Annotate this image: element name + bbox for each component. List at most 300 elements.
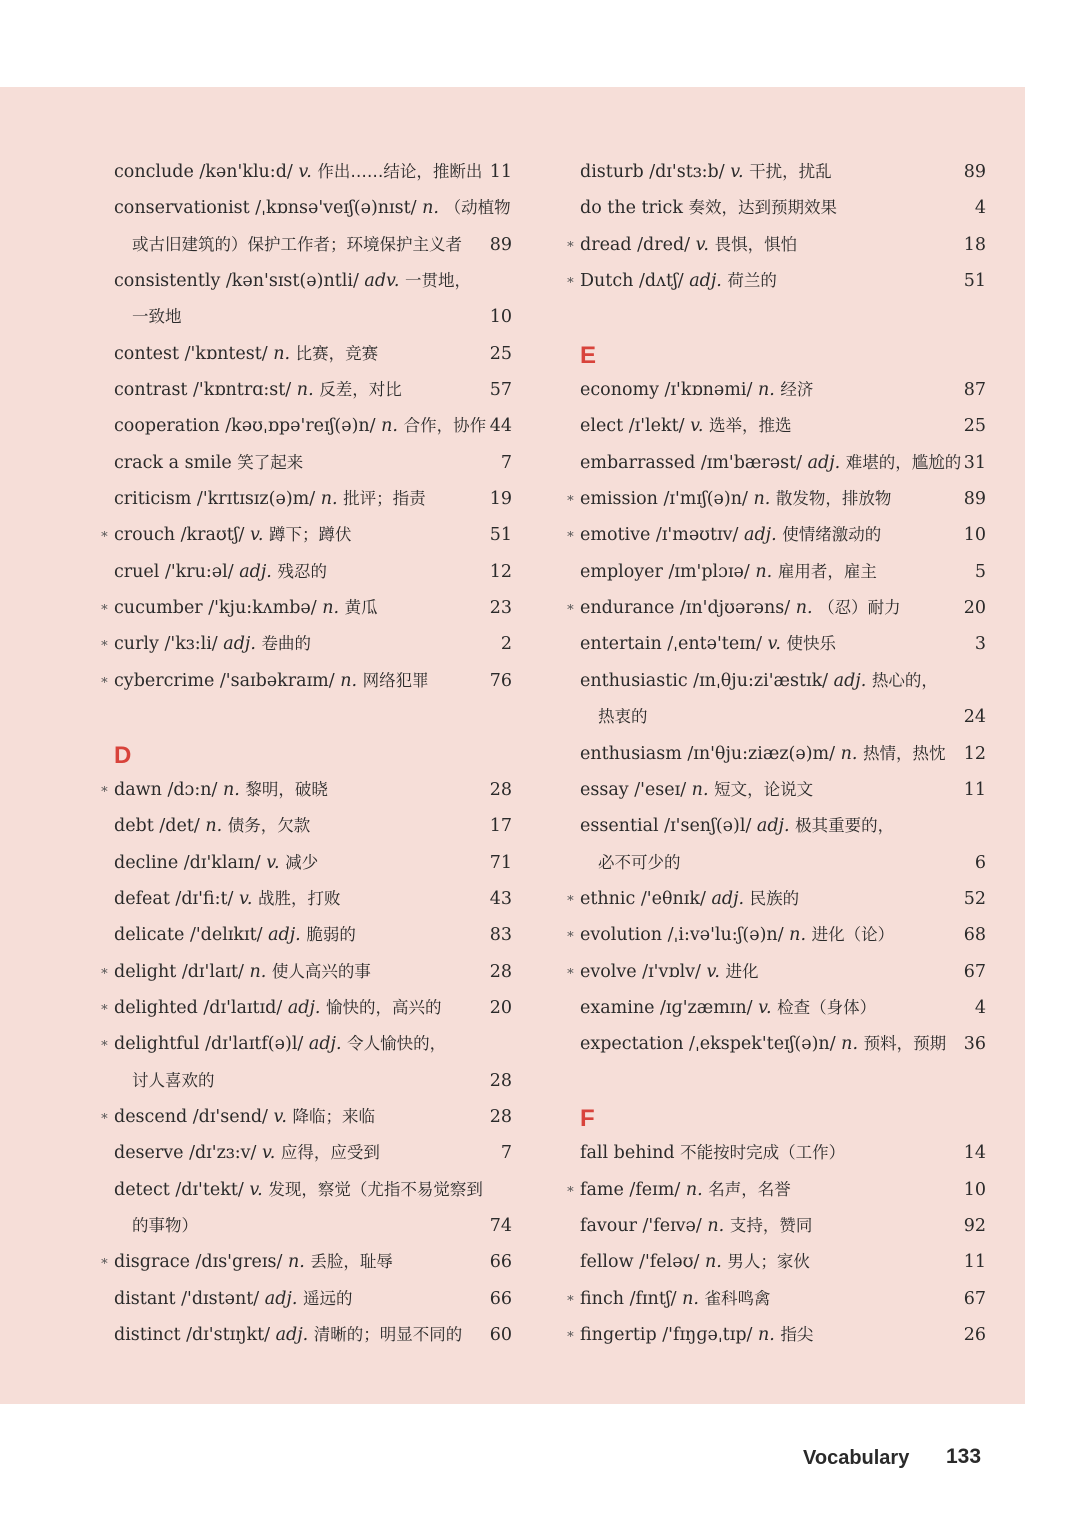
entry-definition: 难堪的，尴尬的 <box>845 452 962 472</box>
entry-text <box>114 1172 483 1208</box>
entry-headword: disgrace /dɪs'greɪs/ <box>114 1252 283 1273</box>
entry-definition: 黎明，破晓 <box>245 779 328 799</box>
entry-page-number: 44 <box>489 416 512 437</box>
vocab-entry <box>566 154 986 190</box>
entry-page-number: 12 <box>489 561 512 582</box>
entry-headword: detect /dɪ'tekt/ <box>114 1179 244 1200</box>
section-letter-heading: F <box>580 1104 595 1132</box>
entry-headword: dawn /dɔ:n/ <box>114 779 218 800</box>
entry-text <box>580 445 961 481</box>
entry-text <box>114 845 318 881</box>
entry-headword: curly /'kɜ:li/ <box>114 634 218 655</box>
entry-page-number: 52 <box>963 888 986 909</box>
entry-text <box>114 336 378 372</box>
entry-definition: 应得，应受到 <box>280 1143 380 1163</box>
entry-page-number: 4 <box>974 997 986 1018</box>
vocab-entry-continuation <box>100 1208 520 1244</box>
entry-definition: 降临；来临 <box>292 1106 375 1126</box>
vocab-entry <box>566 190 986 226</box>
entry-part-of-speech: v. <box>767 634 781 655</box>
entry-text <box>598 845 681 881</box>
entry-page-number: 67 <box>963 961 986 982</box>
vocab-entry <box>100 1317 520 1353</box>
star-icon: ∗ <box>566 1181 575 1197</box>
entry-part-of-speech: n. <box>340 670 358 691</box>
entry-text <box>580 372 813 408</box>
page-number: 133 <box>946 1445 982 1468</box>
entry-page-number: 28 <box>489 1070 512 1091</box>
entry-part-of-speech: v. <box>298 162 312 182</box>
entry-page-number: 66 <box>489 1288 512 1309</box>
entry-text <box>580 481 891 517</box>
entry-part-of-speech: n. <box>685 1179 703 1200</box>
entry-definition: 黄瓜 <box>344 598 378 618</box>
star-icon: ∗ <box>100 600 109 616</box>
vocab-entry <box>566 736 986 772</box>
entry-text <box>580 626 836 662</box>
entry-part-of-speech: n. <box>841 1034 859 1055</box>
entry-definition-continued: 热衷的 <box>598 707 648 727</box>
vocab-entry <box>566 554 986 590</box>
entry-definition: 经济 <box>780 380 814 400</box>
vocab-entry <box>100 808 520 844</box>
entry-part-of-speech: v. <box>239 888 253 909</box>
section-spacer <box>100 699 520 735</box>
entry-text <box>114 554 327 590</box>
entry-headword: employer /ɪm'plɔɪə/ <box>580 561 750 582</box>
entry-part-of-speech: adj. <box>689 271 722 292</box>
entry-part-of-speech: n. <box>704 1252 722 1273</box>
entry-text <box>580 154 832 190</box>
entry-part-of-speech: n. <box>682 1288 699 1309</box>
entry-part-of-speech: adj. <box>287 997 321 1018</box>
entry-headword: distinct /dɪ'stɪŋkt/ <box>114 1325 270 1345</box>
entry-text <box>580 917 894 953</box>
entry-page-number: 83 <box>489 925 512 946</box>
entry-definition: 令人愉快的， <box>347 1034 447 1054</box>
entry-definition: 进化 <box>725 961 759 981</box>
entry-text <box>114 772 328 808</box>
entry-definition: （动植物 <box>444 198 511 218</box>
vocab-entry <box>100 1172 520 1208</box>
entry-text <box>114 808 310 844</box>
entry-headword: deserve /dɪ'zɜ:v/ <box>114 1143 257 1164</box>
entry-headword: elect /ɪ'lekt/ <box>580 416 685 437</box>
entry-text <box>114 1244 393 1280</box>
entry-text <box>580 1317 813 1353</box>
entry-page-number: 10 <box>489 307 512 328</box>
vocab-entry <box>100 154 520 190</box>
entry-headword: delightful /dɪ'laɪtf(ə)l/ <box>114 1034 304 1055</box>
entry-page-number: 18 <box>963 234 986 255</box>
vocab-entry <box>566 1172 986 1208</box>
entry-part-of-speech: n. <box>320 489 338 510</box>
vocab-entry <box>566 990 986 1026</box>
entry-definition: 检查（身体） <box>777 997 877 1017</box>
entry-text <box>580 554 877 590</box>
footer-title: Vocabulary <box>803 1447 910 1469</box>
vocab-entry <box>566 663 986 699</box>
entry-definition: 批评；指责 <box>343 489 426 509</box>
entry-definition: 笑了起来 <box>237 452 304 472</box>
entry-part-of-speech: n. <box>381 416 398 437</box>
vocab-entry <box>100 190 520 226</box>
vocab-entry <box>566 445 986 481</box>
entry-headword: evolution /ˌi:və'lu:ʃ(ə)n/ <box>580 925 784 946</box>
entry-text <box>114 1135 380 1171</box>
entry-text <box>114 372 402 408</box>
entry-headword: defeat /dɪ'fi:t/ <box>114 888 234 909</box>
entry-page-number: 26 <box>963 1325 986 1345</box>
entry-part-of-speech: n. <box>795 598 813 619</box>
star-icon: ∗ <box>100 781 109 797</box>
entry-headword: criticism /'krɪtɪsɪz(ə)m/ <box>114 489 316 510</box>
entry-part-of-speech: v. <box>249 1179 263 1200</box>
entry-definition: 不能按时完成（工作） <box>680 1143 846 1163</box>
entry-text <box>580 954 759 990</box>
entry-page-number: 17 <box>489 816 512 837</box>
entry-part-of-speech: n. <box>287 1252 305 1273</box>
entry-text <box>580 190 837 226</box>
entry-definition: 减少 <box>285 852 319 872</box>
entry-text <box>114 881 340 917</box>
entry-definition: 雇用者，雇主 <box>777 561 877 581</box>
entry-text <box>114 954 371 990</box>
entry-page-number: 28 <box>489 1106 512 1127</box>
entry-text <box>114 1026 446 1062</box>
entry-page-number: 20 <box>489 997 512 1018</box>
star-icon: ∗ <box>566 491 575 507</box>
entry-part-of-speech: v. <box>758 997 772 1018</box>
entry-text <box>580 590 901 626</box>
entry-headword: fellow /'feləʊ/ <box>580 1252 700 1273</box>
entry-part-of-speech: adj. <box>744 525 777 546</box>
vocab-entry <box>100 845 520 881</box>
entry-page-number: 23 <box>489 598 512 619</box>
entry-definition: 债务，欠款 <box>227 816 311 836</box>
vocab-entry <box>100 408 520 444</box>
entry-text <box>580 663 938 699</box>
entry-definition: 网络犯罪 <box>362 670 429 690</box>
entry-page-number: 71 <box>489 852 512 873</box>
entry-definition-continued: 讨人喜欢的 <box>132 1070 215 1090</box>
vocab-entry <box>566 881 986 917</box>
vocab-entry-continuation <box>566 845 986 881</box>
entry-page-number: 76 <box>489 670 512 691</box>
entry-part-of-speech: n. <box>296 380 314 401</box>
entry-part-of-speech: adj. <box>807 452 841 473</box>
entry-definition: 丢脸，耻辱 <box>310 1252 393 1272</box>
entry-part-of-speech: adj. <box>711 888 745 909</box>
entry-part-of-speech: adj. <box>833 670 867 691</box>
entry-page-number: 10 <box>963 1179 986 1200</box>
vocab-entry <box>566 590 986 626</box>
entry-definition: 散发物，排放物 <box>775 489 892 509</box>
vocab-entry <box>566 227 986 263</box>
entry-part-of-speech: adj. <box>223 634 256 655</box>
entry-headword: fame /feɪm/ <box>580 1179 681 1200</box>
vocabulary-column-right <box>566 154 986 1353</box>
entry-definition: 使快乐 <box>786 634 836 654</box>
entry-text <box>114 990 442 1026</box>
entry-definition: 预料，预期 <box>863 1034 947 1054</box>
entry-part-of-speech: adj. <box>268 925 301 946</box>
entry-headword: essential /ɪ'senʃ(ə)l/ <box>580 816 752 837</box>
entry-page-number: 68 <box>963 925 986 946</box>
entry-headword: conservationist /ˌkɒnsə'veɪʃ(ə)nɪst/ <box>114 198 417 219</box>
entry-part-of-speech: v. <box>690 416 704 437</box>
entry-definition: 作出……结论，推断出 <box>317 162 483 181</box>
section-spacer <box>566 1063 986 1099</box>
entry-headword: delicate /'delɪkɪt/ <box>114 925 263 946</box>
entry-page-number: 5 <box>974 561 986 582</box>
entry-part-of-speech: adj. <box>756 816 790 837</box>
vocab-entry <box>566 772 986 808</box>
entry-text <box>580 736 946 772</box>
entry-definition: 热情，热忱 <box>863 743 946 763</box>
entry-text <box>114 481 426 517</box>
entry-part-of-speech: n. <box>755 561 773 582</box>
entry-text <box>580 1026 946 1062</box>
entry-text <box>598 699 648 735</box>
vocab-entry <box>100 517 520 553</box>
entry-headword: enthusiasm /ɪn'θju:ziæz(ə)m/ <box>580 743 836 764</box>
entry-text <box>114 190 511 226</box>
entry-headword: descend /dɪ'send/ <box>114 1106 268 1127</box>
entry-definition: 名声，名誉 <box>708 1179 791 1199</box>
entry-part-of-speech: adj. <box>239 561 272 582</box>
vocab-entry <box>100 1281 520 1317</box>
entry-text <box>114 1281 352 1317</box>
entry-definition: 干扰，扰乱 <box>749 162 832 181</box>
entry-headword: cybercrime /'saɪbəkraɪm/ <box>114 670 335 691</box>
entry-headword: Dutch /dʌtʃ/ <box>580 271 684 292</box>
entry-part-of-speech: v. <box>730 162 744 182</box>
entry-definition: 奏效，达到预期效果 <box>688 198 838 218</box>
entry-headword: conclude /kən'klu:d/ <box>114 162 293 182</box>
entry-definition: 愉快的，高兴的 <box>326 997 442 1017</box>
entry-definition-continued: 的事物） <box>132 1215 198 1235</box>
vocab-entry <box>100 990 520 1026</box>
entry-page-number: 3 <box>974 634 986 655</box>
entry-page-number: 74 <box>489 1215 512 1236</box>
entry-page-number: 31 <box>963 452 986 473</box>
entry-headword: favour /'feɪvə/ <box>580 1215 702 1236</box>
vocab-entry <box>100 1135 520 1171</box>
entry-text <box>114 663 429 699</box>
entry-page-number: 28 <box>489 961 512 982</box>
vocab-entry-continuation <box>100 227 520 263</box>
star-icon: ∗ <box>100 963 109 979</box>
entry-definition: 进化（论） <box>811 925 895 945</box>
entry-headword: crouch /kraʊtʃ/ <box>114 525 245 546</box>
entry-page-number: 60 <box>489 1325 512 1345</box>
vocab-entry <box>100 481 520 517</box>
entry-headword: dread /dred/ <box>580 234 691 255</box>
entry-page-number: 2 <box>500 634 512 655</box>
vocab-entry <box>100 445 520 481</box>
entry-text <box>132 1208 198 1244</box>
entry-headword: ethnic /'eθnɪk/ <box>580 888 706 909</box>
entry-page-number: 20 <box>963 598 986 619</box>
vocab-entry <box>566 1244 986 1280</box>
star-icon: ∗ <box>566 273 575 289</box>
entry-page-number: 7 <box>500 452 512 473</box>
vocab-entry <box>100 954 520 990</box>
entry-text <box>580 1208 812 1244</box>
entry-definition: 短文，论说文 <box>714 779 814 799</box>
entry-text <box>580 517 881 553</box>
entry-definition: 雀科鸣禽 <box>704 1288 771 1308</box>
entry-part-of-speech: n. <box>758 1325 775 1345</box>
star-icon: ∗ <box>100 636 109 652</box>
entry-headword: do the trick <box>580 198 683 219</box>
entry-page-number: 92 <box>963 1215 986 1236</box>
entry-page-number: 10 <box>963 525 986 546</box>
entry-definition: （忍）耐力 <box>818 598 901 618</box>
vocab-entry <box>100 917 520 953</box>
entry-headword: emission /ɪ'mɪʃ(ə)n/ <box>580 489 748 510</box>
entry-definition-continued: 必不可少的 <box>598 852 681 872</box>
entry-text <box>580 1172 791 1208</box>
entry-part-of-speech: v. <box>266 852 280 873</box>
entry-headword: cooperation /kəʊˌɒpə'reɪʃ(ə)n/ <box>114 416 376 437</box>
entry-page-number: 12 <box>963 743 986 764</box>
star-icon: ∗ <box>566 1327 575 1342</box>
star-icon: ∗ <box>566 600 575 616</box>
entry-definition: 畏惧，惧怕 <box>714 234 798 254</box>
entry-page-number: 87 <box>963 380 986 401</box>
entry-page-number: 7 <box>500 1143 512 1164</box>
entry-headword: essay /'eseɪ/ <box>580 779 687 800</box>
entry-headword: disturb /dɪ'stɜ:b/ <box>580 162 725 182</box>
entry-headword: distant /'dɪstənt/ <box>114 1288 260 1309</box>
star-icon: ∗ <box>100 1036 109 1052</box>
entry-page-number: 66 <box>489 1252 512 1273</box>
entry-part-of-speech: adj. <box>264 1288 298 1309</box>
entry-text <box>580 1244 810 1280</box>
entry-headword: delighted /dɪ'laɪtɪd/ <box>114 997 283 1018</box>
entry-page-number: 4 <box>974 198 986 219</box>
entry-text <box>114 1099 375 1135</box>
entry-text <box>580 990 876 1026</box>
vocab-entry <box>566 808 986 844</box>
entry-headword: cruel /'kru:əl/ <box>114 561 234 582</box>
vocab-entry <box>566 517 986 553</box>
entry-part-of-speech: n. <box>223 779 240 800</box>
vocab-entry <box>100 772 520 808</box>
entry-text <box>580 808 894 844</box>
vocab-entry <box>100 1026 520 1062</box>
entry-part-of-speech: n. <box>691 779 709 800</box>
entry-headword: delight /dɪ'laɪt/ <box>114 961 244 982</box>
vocab-entry <box>100 881 520 917</box>
entry-definition: 卷曲的 <box>261 634 311 654</box>
entry-definition: 选举，推选 <box>709 416 792 436</box>
star-icon: ∗ <box>566 1290 575 1306</box>
section-letter-heading: D <box>114 741 132 769</box>
entry-definition: 使情绪激动的 <box>782 525 882 545</box>
star-icon: ∗ <box>566 890 575 906</box>
vocab-entry <box>566 481 986 517</box>
star-icon: ∗ <box>566 927 575 943</box>
entry-text <box>132 1063 215 1099</box>
vocab-entry <box>566 1281 986 1317</box>
vocab-entry <box>100 336 520 372</box>
entry-text <box>114 917 356 953</box>
entry-definition: 合作，协作 <box>403 416 487 436</box>
entry-page-number: 6 <box>974 852 986 873</box>
entry-part-of-speech: n. <box>789 925 807 946</box>
entry-page-number: 89 <box>489 234 512 255</box>
star-icon: ∗ <box>100 1108 109 1124</box>
section-letter-heading: E <box>580 341 597 369</box>
entry-text <box>580 1281 771 1317</box>
entry-definition: 热心的， <box>871 670 938 690</box>
entry-page-number: 25 <box>963 416 986 437</box>
entry-headword: decline /dɪ'klaɪn/ <box>114 852 261 873</box>
entry-page-number: 89 <box>963 162 986 182</box>
vocab-entry <box>566 1317 986 1353</box>
entry-text <box>580 408 792 444</box>
entry-text <box>114 1317 462 1353</box>
vocab-entry <box>566 954 986 990</box>
entry-definition: 反差，对比 <box>319 380 402 400</box>
entry-page-number: 43 <box>489 888 512 909</box>
entry-part-of-speech: adj. <box>308 1034 342 1055</box>
entry-headword: entertain /ˌentə'teɪn/ <box>580 634 762 655</box>
entry-headword: debt /det/ <box>114 816 200 837</box>
entry-definition: 使人高兴的事 <box>271 961 371 981</box>
entry-headword: contest /'kɒntest/ <box>114 343 268 364</box>
entry-page-number: 51 <box>489 525 512 546</box>
entry-page-number: 36 <box>963 1034 986 1055</box>
entry-definition: 清晰的；明显不同的 <box>313 1325 463 1344</box>
vocab-entry <box>100 590 520 626</box>
entry-definition: 残忍的 <box>277 561 327 581</box>
entry-part-of-speech: adj. <box>275 1325 309 1345</box>
entry-headword: fall behind <box>580 1143 675 1164</box>
vocab-entry <box>100 1244 520 1280</box>
section-spacer <box>566 299 986 335</box>
entry-definition: 男人；家伙 <box>727 1252 810 1272</box>
vocab-entry <box>566 263 986 299</box>
vocab-entry <box>566 626 986 662</box>
entry-text <box>580 227 797 263</box>
vocab-entry <box>100 263 520 299</box>
entry-headword: endurance /ɪn'djʊərəns/ <box>580 598 791 619</box>
entry-headword: crack a smile <box>114 452 232 473</box>
entry-headword: finch /fɪntʃ/ <box>580 1288 677 1309</box>
entry-part-of-speech: v. <box>261 1143 276 1164</box>
entry-text <box>114 590 378 626</box>
entry-text <box>114 263 471 299</box>
entry-page-number: 57 <box>489 380 512 401</box>
entry-part-of-speech: n. <box>757 380 775 401</box>
entry-part-of-speech: n. <box>707 1215 725 1236</box>
entry-text <box>114 445 303 481</box>
vocab-entry <box>566 408 986 444</box>
entry-headword: contrast /'kɒntrɑ:st/ <box>114 380 292 401</box>
entry-text <box>132 299 182 335</box>
vocab-entry-continuation <box>566 699 986 735</box>
star-icon: ∗ <box>566 963 575 979</box>
entry-page-number: 14 <box>963 1143 986 1164</box>
entry-definition: 荷兰的 <box>727 271 777 291</box>
entry-headword: embarrassed /ɪm'bærəst/ <box>580 452 803 473</box>
entry-definition: 比赛，竞赛 <box>295 343 379 363</box>
entry-definition: 战胜，打败 <box>257 888 341 908</box>
